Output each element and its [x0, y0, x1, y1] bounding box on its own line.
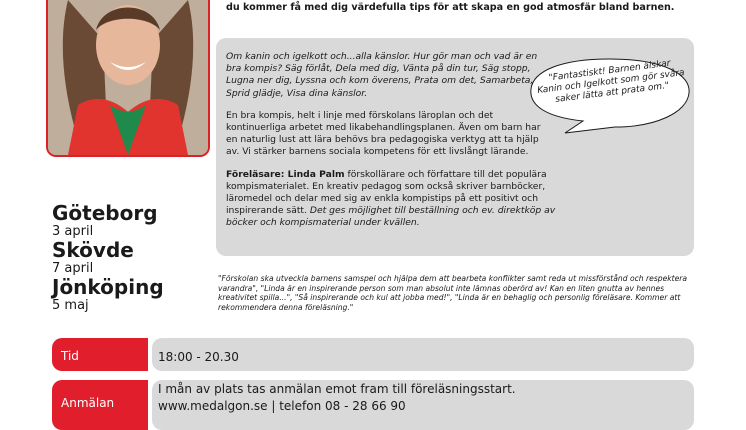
description-text [226, 51, 556, 240]
description-paragraph: En bra kompis, helt i linje med förskolans läroplan och det kontinuerliga arbetet med likabehandlingsplanen. Även om barn har en naturlig lust att lära behövs bra pedagogiska verktyg att ta hjälp av. Vi stärker barnens sociala kompetens för ett livslångt lärande. [226, 109, 541, 158]
lecturer-illustration [48, 0, 208, 155]
speaker-offer: Det ges möjlighet till beställning och ev. direktköp av böcker och kompismaterial under kvällen. [226, 205, 556, 229]
city-name: Göteborg [52, 201, 158, 225]
description-intro: Om kanin och igelkott och...alla känslor. Hur gör man och vad är en bra kompis? Säg förlåt, Dela med dig, Vänta på din tur, Säg stopp, Lugna ner dig, Lyssna och kom överens, Prata om det, Samarbeta, Sprid glädje, Visa dina känslor. [226, 51, 538, 99]
testimonials: "Förskolan ska utveckla barnens samspel och hjälpa dem att bearbeta konflikter samt reda ut missförstånd och respektera varandra", "Linda är en inspirerande person som man absolut inte lämnas oberörd av! Kan en liten gnutta av hennes kreativitet spilla...", "Så inspirerande och kul att jobba med!", "Linda är en behaglig och personlig föreläsare. Kommer att rekommendera denna föreläsning." [218, 274, 688, 312]
anmalan-line-2[interactable]: www.medalgon.se | telefon 08 - 28 66 90 [158, 399, 406, 413]
city-date: 5 maj [52, 298, 89, 313]
city-date: 3 april [52, 224, 94, 239]
speaker-info [226, 169, 556, 230]
speaker-label: Föreläsare: Linda Palm [226, 168, 345, 180]
tid-value: 18:00 - 20.30 [158, 350, 239, 364]
tid-label: Tid [61, 349, 79, 363]
lecturer-photo [46, 0, 210, 157]
city-name: Skövde [52, 238, 134, 262]
anmalan-label-box [52, 380, 148, 430]
anmalan-line-1: I mån av plats tas anmälan emot fram till föreläsningsstart. [158, 382, 516, 396]
anmalan-label: Anmälan [61, 396, 115, 410]
speaker-text: förskollärare och författare till det populära kompismaterialet. En kreativ pedagog som också skriver barnböcker, läromedel och delar med sig av enkla kompistips på ett positivt och inspirerande sätt. [226, 168, 547, 217]
speech-bubble-quote: "Fantastiskt! Barnen älskar Kanin och Igelkott som gör svåra saker lätta att prata om." [536, 58, 686, 105]
event-cities [52, 203, 212, 314]
city-date: 7 april [52, 261, 94, 276]
city-name: Jönköping [52, 275, 164, 299]
tid-label-box [52, 338, 148, 371]
intro-text: du kommer få med dig värdefulla tips för att skapa en god atmosfär bland barnen. [226, 2, 675, 13]
